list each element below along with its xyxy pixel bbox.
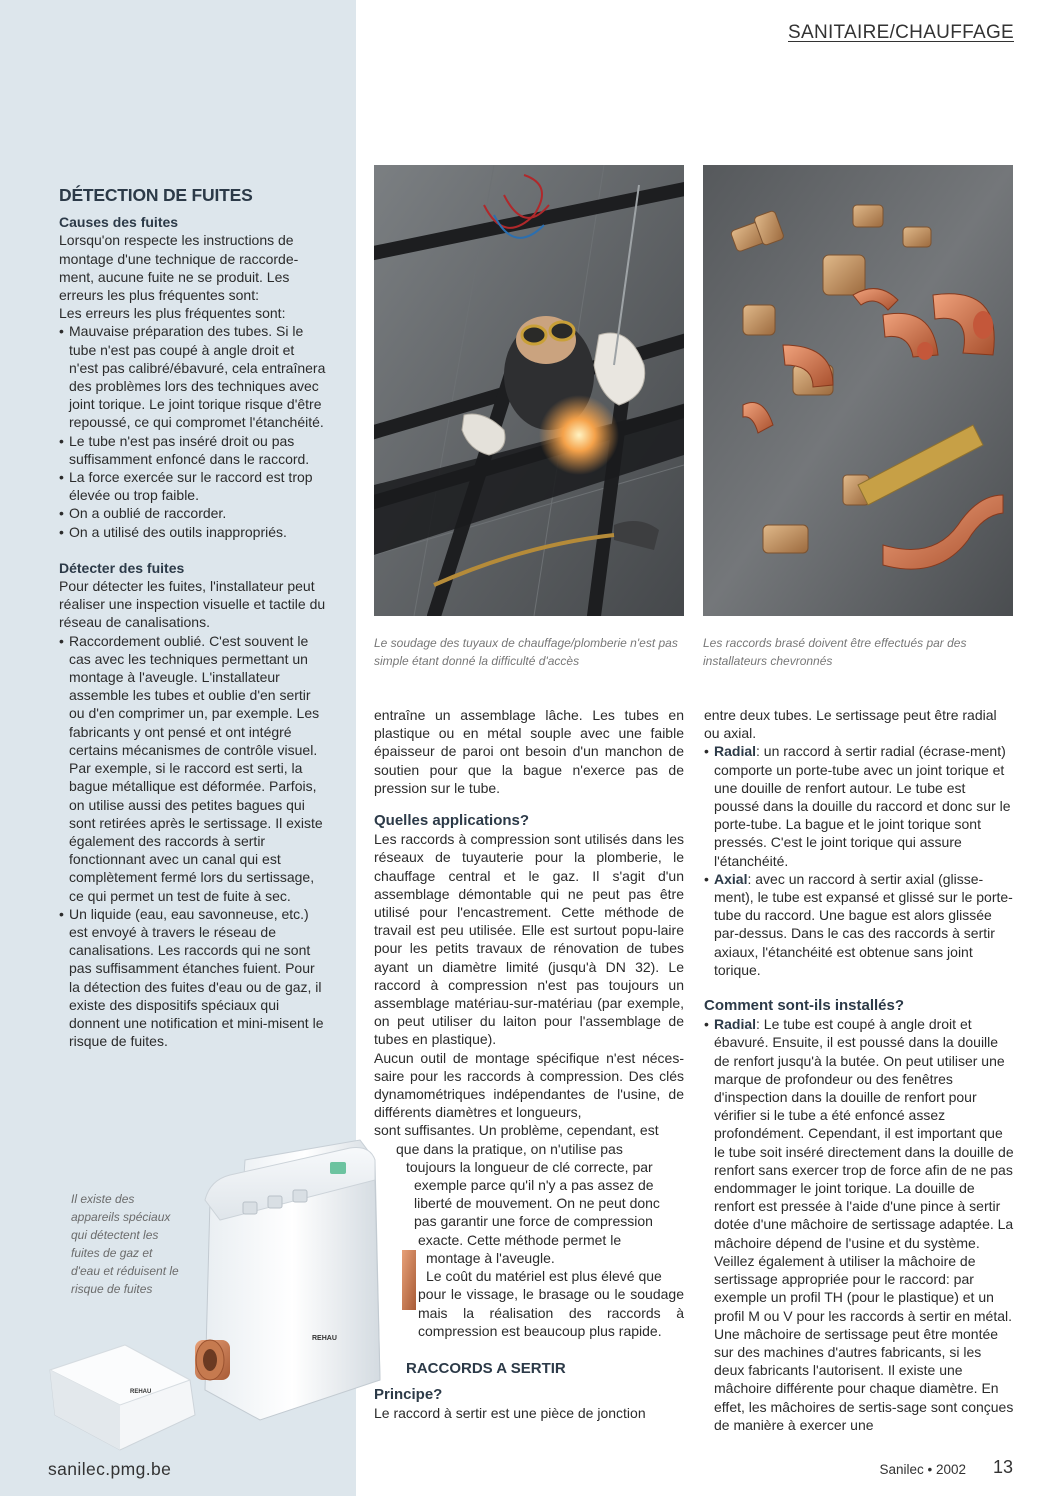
fittings-photo-caption: Les raccords brasé doivent être effectués par des installateurs chevronnés <box>703 636 967 668</box>
installation-heading: Comment sont-ils installés? <box>704 997 905 1015</box>
raccords-sertir-heading: RACCORDS A SERTIR <box>406 1359 566 1377</box>
middle-column <box>374 706 684 1423</box>
middle-line: pas garantir une force de compression <box>414 1213 653 1230</box>
list-item: • La force exercée sur le raccord est trop élevée ou trop faible. <box>59 468 327 504</box>
list-item: • Le tube n'est pas inséré droit ou pas suffisamment enfoncé dans le raccord. <box>59 432 327 468</box>
list-item: • Axial: avec un raccord à sertir axial (glisse-ment), le tube est expansé et glissé sur le porte-tube du raccord. Une bague est alors glissée par-dessus. Dans le cas des raccords à sertir axiaux, l'étanchéité est obtenue sans joint torique. <box>704 870 1013 978</box>
detect-list <box>59 632 327 1051</box>
middle-paragraph-3: Aucun outil de montage spécifique n'est néces-saire pour les raccords à compression. Des clés dynamométriques indépendantes de l'usine, de différents diamètres et longueurs, <box>374 1049 684 1121</box>
causes-list <box>59 322 327 540</box>
list-item: • Un liquide (eau, eau savonneuse, etc.) est envoyé à travers le réseau de canalisations. Les raccords qui ne sont pas suffisamment étanches fuient. Pour la détection des fuites d'eau ou de gaz, il existe des dispositifs spéciaux qui donnent une notification et mini-misent le risque de fuites. <box>59 905 327 1051</box>
detect-intro: Pour détecter les fuites, l'installateur peut réaliser une inspection visuelle et tactile du réseau de canalisations. <box>59 578 326 631</box>
middle-paragraph-5: Le raccord à sertir est une pièce de jonction <box>374 1405 646 1422</box>
axial-text: : avec un raccord à sertir axial (glisse-ment), le tube est expansé et glissé sur le porte-tube du raccord. Une bague est alors glissée par-dessus. Dans le cas des raccords à sertir axiaux, l'étanchéité est obtenue sans joint torique. <box>714 870 1013 978</box>
middle-line: que dans la pratique, on n'utilise pas <box>396 1140 623 1157</box>
detect-heading: Détecter des fuites <box>59 559 185 576</box>
middle-line: toujours la longueur de clé correcte, par <box>406 1158 653 1175</box>
causes-heading: Causes des fuites <box>59 214 179 231</box>
welding-photo <box>374 165 684 616</box>
middle-line: montage à l'aveugle. <box>426 1249 555 1266</box>
middle-line: exemple parce qu'il n'y a pas assez de <box>414 1177 654 1194</box>
list-item: • Raccordement oublié. C'est souvent le cas avec les techniques permettant un montage à l'aveugle. L'installateur assemble les tubes et oublie d'en sertir ou d'en comprimer un, par exemple. Les fabricants y ont pensé et ont intégré certains mécanismes de contrôle visuel. Par exemple, si le raccord est serti, la bague métallique est déformée. Parfois, on utilise aussi des petites bagues qui sont retirées après le sertissage. Il existe également des raccords à sertir fonctionnant avec un canal qui est complètement fermé lors du sertissage, ce qui permet un test de fuite à sec. <box>59 632 327 905</box>
axial-label: Axial <box>714 870 748 887</box>
middle-line: Le coût du matériel est plus élevé que <box>426 1268 662 1285</box>
device-brand-logo: REHAU <box>312 1335 337 1342</box>
device-caption: Il existe des appareils spéciaux qui détectent les fuites de gaz et d'eau et réduisent le risque de fuites <box>71 1192 179 1296</box>
causes-intro: Lorsqu'on respecte les instructions de montage d'une technique de raccorde-ment, aucune fuite ne se produit. Les erreurs les plus fréquentes sont: <box>59 232 299 304</box>
right-paragraph-1: entre deux tubes. Le sertissage peut être radial ou axial. <box>704 707 997 742</box>
list-item: • Radial: Le tube est coupé à angle droit et ébavuré. Ensuite, il est poussé dans la douille de renfort jusqu'à la butée. On peut utiliser une marque de profondeur ou des fenêtres d'inspection dans la douille de renfort pour vérifier si le tube a été enfoncé assez profondément. Cependant, il est important que le tube soit inséré directement dans la douille de renfort sans exercer trop de force afin de ne pas endommager le joint torique. La douille de renfort est pressée à l'aide d'une pince à sertir dotée d'une mâchoire de sertissage adaptée. La mâchoire dépend de l'usine et du système. Veillez également à utiliser la mâchoire de sertissage appropriée pour le raccord: par exemple un profil TH (pour le plastique) et un profil M ou V pour les raccords à sertir en métal. Une mâchoire de sertissage peut être montée sur des machines d'autres fabricants, si les deux fabricants l'autorisent. Il existe une mâchoire différente pour chaque diamètre. En effet, les mâchoires de sertis-sage sont conçues de manière à exercer une <box>704 1016 1014 1433</box>
middle-line: exacte. Cette méthode permet le <box>418 1231 622 1248</box>
footer-url[interactable]: sanilec.pmg.be <box>48 1459 172 1479</box>
principe-heading: Principe? <box>374 1386 443 1404</box>
leak-detector-illustration <box>30 1130 430 1470</box>
middle-paragraph-2: Les raccords à compression sont utilisés dans les réseaux de tuyauterie pour la plomberie, le chauffage central et le gaz. Il s'agit d'un assemblage démontable qui ne peut pas être utilisé pour l'encastrement. Cette méthode de travail est peu utilisée. Elle est surtout popu-laire pour les petits travaux de rénovation de tubes ayant un diamètre limité (jusqu'à DN 32). Le raccord à compression n'est pas toujours un assemblage matériau-sur-matériau (par exemple, on peut utiliser du laiton pour l'assemblage de tubes en plastique). <box>374 831 684 1048</box>
radial-install-text: : Le tube est coupé à angle droit et ébavuré. Ensuite, il est poussé dans la douille de renfort jusqu'à la butée. On peut utiliser une marque de profondeur ou des fenêtres d'inspection dans la douille de renfort pour vérifier si le tube a été enfoncé assez profondément. Cependant, il est important que le tube soit inséré directement dans la douille de renfort sans exercer trop de force afin de ne pas endommager le joint torique. La douille de renfort est pressée à l'aide d'une pince à sertir dotée d'une mâchoire de sertissage adaptée. La mâchoire dépend de l'usine et du système. Veillez également à utiliser la mâchoire de sertissage appropriée pour le raccord: par exemple un profil TH (pour le plastique) et un profil M ou V pour les raccords à sertir en métal. Une mâchoire de sertissage peut être montée sur des machines d'autres fabricants, si les deux fabricants l'autorisent. Il existe une mâchoire différente pour chaque diamètre. En effet, les mâchoires de sertis-sage sont conçues de manière à exercer une <box>714 1016 1014 1433</box>
radial-label: Radial <box>714 743 757 760</box>
footer-magazine: Sanilec • 2002 <box>879 1462 966 1477</box>
fittings-photo <box>703 165 1013 616</box>
list-item: • On a utilisé des outils inappropriés. <box>59 523 327 541</box>
right-column <box>704 706 1014 1434</box>
middle-paragraph-1: entraîne un assemblage lâche. Les tubes en plastique ou en métal souple avec une faible épaisseur de paroi ont besoin d'un manchon de soutien pour que la bague n'exerce pas de pression sur le tube. <box>374 707 684 796</box>
radial-text: : un raccord à sertir radial (écrase-ment) comporte un porte-tube avec un joint torique et une douille de renfort autour. Le tube est poussé dans la douille du raccord et donc sur le porte-tube. La bague et le joint torique sont pressés. C'est le joint torique qui assure l'étanchéité. <box>714 743 1011 869</box>
applications-heading: Quelles applications? <box>374 812 530 830</box>
sidebar-column <box>59 186 327 1050</box>
causes-intro-repeat: Les erreurs les plus fréquentes sont: <box>59 305 286 322</box>
middle-line: sont suffisantes. Un problème, cependant, est <box>374 1122 659 1139</box>
list-item: • On a oublié de raccorder. <box>59 504 327 522</box>
welding-photo-caption: Le soudage des tuyaux de chauffage/plomberie n'est pas simple étant donné la difficulté d'accès <box>374 636 678 668</box>
list-item: • Mauvaise préparation des tubes. Si le tube n'est pas coupé à angle droit et n'est pas calibré/ébavuré, cela entraînera des problèmes lors des techniques avec joint torique. Le joint torique risque d'être repoussé, ce qui compromet l'étanchéité. <box>59 322 327 431</box>
sidebar-title: DÉTECTION DE FUITES <box>59 185 253 205</box>
radial-install-label: Radial <box>714 1016 757 1033</box>
middle-line: liberté de mouvement. On ne peut donc <box>414 1195 660 1212</box>
middle-paragraph-4: pour le vissage, le brasage ou le soudage mais la réalisation des raccords à compression est beaucoup plus rapide. <box>418 1286 684 1339</box>
page-number: 13 <box>992 1457 1013 1477</box>
sensor-brand-logo: REHAU <box>130 1389 152 1395</box>
section-header[interactable]: SANITAIRE/CHAUFFAGE <box>788 22 1014 43</box>
list-item: • Radial: un raccord à sertir radial (écrase-ment) comporte un porte-tube avec un joint torique et une douille de renfort autour. Le tube est poussé dans la douille du raccord et donc sur le porte-tube. La bague et le joint torique sont pressés. C'est le joint torique qui assure l'étanchéité. <box>704 743 1011 869</box>
